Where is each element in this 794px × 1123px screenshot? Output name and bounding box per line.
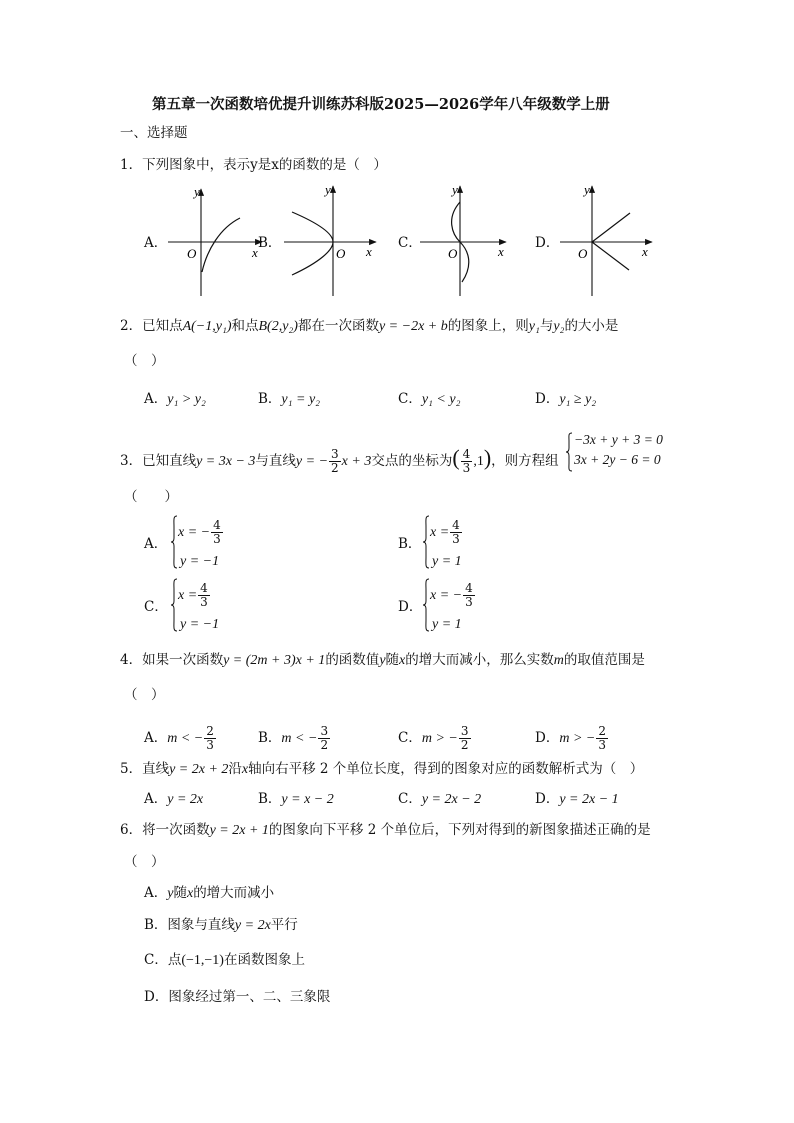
- q3-option-d-y: y = 1: [432, 617, 462, 632]
- q6-option-c-point: (−1,−1): [181, 953, 224, 968]
- q4-text-e: 的取值范围是: [563, 652, 645, 668]
- q4-var-m: m: [553, 653, 564, 668]
- q3-text-a: 3．已知直线: [120, 453, 197, 469]
- q2-text-a: 2．已知点: [120, 318, 183, 334]
- q4-option-b-label: B．: [258, 730, 282, 746]
- q5-option-d[interactable]: [535, 790, 619, 809]
- q3-option-c-frac: [198, 582, 210, 609]
- q3-option-c-label: C．: [144, 599, 168, 615]
- q4-option-b-num: 3: [320, 724, 329, 738]
- q3-equation-system: [565, 432, 695, 472]
- q5-option-c-expr: y = 2x − 2: [421, 792, 482, 807]
- q6-answer-paren: （ ）: [124, 854, 165, 870]
- q5-option-d-expr: y = 2x − 1: [559, 792, 619, 807]
- q5-option-c[interactable]: [398, 790, 481, 809]
- q5-text-c: 轴向右平移 2 个单位长度，得到的图象对应的函数解析式为（ ）: [248, 761, 644, 777]
- q3-answer-paren: （ ）: [124, 489, 178, 505]
- q3-text-b: 与直线: [255, 453, 296, 469]
- q3-option-d-num: 4: [465, 581, 473, 595]
- q3-option-a-num: 4: [213, 518, 221, 532]
- q2-text-b: 和点: [231, 318, 259, 334]
- q4-option-c-label: C．: [398, 730, 422, 746]
- q3-system-row1: −3x + y + 3 = 0: [574, 432, 663, 447]
- q3-option-a-x-sign: x = −: [178, 525, 211, 540]
- q3-option-d-frac: [463, 582, 475, 609]
- q6-stem: [120, 821, 651, 840]
- q5-var-x: x: [241, 762, 249, 777]
- page-title: 第五章一次函数培优提升训练苏科版2025—2026学年八年级数学上册: [152, 96, 610, 113]
- q2-answer-paren: （ ）: [124, 353, 165, 369]
- graph-d-x-label: x: [642, 244, 648, 259]
- q3-line2-a: y = −: [295, 454, 329, 469]
- q3-option-b-x: [430, 519, 463, 546]
- q2-point-b: B(2,y₂): [258, 319, 298, 334]
- q4-text-d: 的增大而减小，那么实数: [405, 652, 554, 668]
- q6-option-c-text-a: C．点: [144, 952, 182, 968]
- q3-point-frac: [461, 448, 473, 475]
- q6-option-b-text-a: B．图象与直线: [144, 917, 235, 933]
- q2-point-a: A(−1,y₁): [182, 319, 232, 334]
- q1-option-c-label: C．: [398, 235, 422, 251]
- graph-a-x-label: x: [252, 245, 258, 260]
- q3-option-d-den: 3: [465, 595, 473, 609]
- q6-text-a: 6．将一次函数: [120, 822, 210, 838]
- q2-option-c-expr: y₁ < y₂: [421, 392, 461, 407]
- q3-point-rparen: ): [483, 445, 492, 470]
- graph-b: [284, 182, 376, 296]
- graph-b-x-label: x: [366, 244, 372, 259]
- q4-option-a-label: A．: [144, 730, 168, 746]
- q4-option-c[interactable]: [398, 722, 472, 755]
- q3-option-b-num: 4: [452, 518, 460, 532]
- q3-option-d-brace: [422, 578, 430, 632]
- q3-option-b-x-sign: x =: [430, 525, 450, 540]
- q6-option-a-text-b: 随: [173, 885, 187, 901]
- q4-text-c: 随: [385, 652, 400, 668]
- q4-option-d-den: 3: [598, 738, 606, 752]
- graph-c: [420, 182, 506, 296]
- q4-text-a: 4．如果一次函数: [120, 652, 224, 668]
- q3-option-d-label: D．: [398, 599, 423, 615]
- q4-option-c-lhs: m > −: [421, 731, 458, 746]
- graph-d-y-label: y: [584, 182, 590, 197]
- graph-d: [560, 182, 652, 296]
- q2-y1: y₁: [528, 319, 540, 334]
- q4-option-d-num: 2: [598, 724, 606, 738]
- q5-option-b[interactable]: [258, 790, 334, 809]
- q3-stem: [120, 441, 559, 479]
- q6-option-a-x: x: [186, 886, 194, 901]
- q4-option-c-den: 2: [460, 738, 469, 752]
- q3-line2-frac: [329, 448, 341, 475]
- q4-option-b-lhs: m < −: [281, 731, 318, 746]
- q2-option-b-label: B．: [258, 391, 282, 407]
- q6-option-a-label: A．: [144, 885, 168, 901]
- q2-option-c[interactable]: [398, 390, 460, 409]
- q4-option-a-lhs: m < −: [167, 731, 204, 746]
- q6-option-d[interactable]: D．图象经过第一、二、三象限: [144, 989, 331, 1005]
- q3-option-c-brace: [170, 578, 178, 632]
- q6-option-a-text-c: 的增大而减小: [193, 885, 275, 901]
- q6-option-c[interactable]: [144, 951, 305, 970]
- q3-point-y: ,1: [473, 454, 484, 469]
- q2-option-a-label: A．: [144, 391, 168, 407]
- graph-a-y-label: y: [194, 184, 200, 199]
- q4-function: y = (2m + 3)x + 1: [223, 653, 326, 668]
- q5-option-c-label: C．: [398, 791, 422, 807]
- q5-function: y = 2x + 2: [169, 762, 229, 777]
- q3-option-a-frac: [211, 519, 223, 546]
- q3-option-a-y: y = −1: [180, 554, 220, 569]
- q2-y2: y₂: [553, 319, 565, 334]
- q4-option-d[interactable]: [535, 722, 609, 755]
- q5-text-a: 5．直线: [120, 761, 170, 777]
- q3-text-c: 交点的坐标为: [371, 453, 453, 469]
- q3-line2-den: 2: [331, 461, 339, 475]
- q3-option-a-x: [178, 519, 224, 546]
- q6-text-b: 的图象向下平移 2 个单位后，下列对得到的新图象描述正确的是: [268, 822, 651, 838]
- q1-option-b-label: B．: [258, 235, 282, 251]
- q1-option-d-label: D．: [535, 235, 560, 251]
- q4-option-a-den: 3: [206, 738, 214, 752]
- q3-point-lparen: (: [452, 445, 460, 470]
- q2-option-a-expr: y₁ > y₂: [167, 392, 206, 407]
- q5-option-a-label: A．: [144, 791, 168, 807]
- q4-option-c-num: 3: [460, 724, 469, 738]
- q2-option-b-expr: y₁ = y₂: [281, 392, 321, 407]
- q3-option-b-y: y = 1: [432, 554, 462, 569]
- q3-option-a-den: 3: [213, 532, 221, 546]
- graph-a-origin-label: O: [187, 246, 197, 261]
- q2-option-d[interactable]: [535, 390, 596, 409]
- q3-option-a-brace: [170, 515, 178, 569]
- q4-option-a[interactable]: [144, 722, 217, 755]
- q5-option-a[interactable]: [144, 790, 203, 809]
- q5-stem: [120, 760, 643, 779]
- q4-text-b: 的函数值: [325, 652, 380, 668]
- q1-stem: 1．下列图象中，表示y是x的函数的是（ ）: [120, 157, 387, 173]
- q3-option-d-x-sign: x = −: [430, 588, 463, 603]
- q4-option-c-frac: [459, 725, 471, 752]
- q6-function: y = 2x + 1: [209, 823, 269, 838]
- q3-option-b-den: 3: [452, 532, 460, 546]
- q3-line1: y = 3x − 3: [196, 454, 256, 469]
- q2-text-f: 的大小是: [564, 318, 619, 334]
- q6-option-b-text-b: 平行: [270, 917, 298, 933]
- q3-option-d-x: [430, 582, 476, 609]
- q3-option-c-num: 4: [200, 581, 208, 595]
- q4-var-x: x: [399, 653, 406, 668]
- q4-option-d-frac: [596, 725, 608, 752]
- q2-option-b[interactable]: [258, 390, 320, 409]
- graph-c-x-label: x: [498, 244, 504, 259]
- q4-stem: [120, 651, 645, 670]
- q6-option-c-text-b: 在函数图象上: [223, 952, 305, 968]
- q6-option-a[interactable]: [144, 884, 274, 903]
- q3-point-num: 4: [462, 447, 471, 461]
- q3-system-row2: 3x + 2y − 6 = 0: [574, 452, 661, 467]
- q3-option-c-den: 3: [200, 595, 208, 609]
- graph-b-origin-label: O: [336, 246, 346, 261]
- q2-option-d-label: D．: [535, 391, 560, 407]
- q5-option-d-label: D．: [535, 791, 560, 807]
- q1-graphs: [0, 0, 794, 310]
- graph-d-origin-label: O: [578, 246, 588, 261]
- q2-text-d: 的图象上，则: [447, 318, 529, 334]
- q4-option-a-frac: [204, 725, 216, 752]
- q5-text-b: 沿: [228, 761, 242, 777]
- q4-option-d-lhs: m > −: [559, 731, 596, 746]
- graph-b-y-label: y: [325, 182, 331, 197]
- q3-option-b-label: B．: [398, 536, 422, 552]
- q3-system-brace: [565, 432, 573, 472]
- q3-option-c-y: y = −1: [180, 617, 220, 632]
- q2-option-a[interactable]: [144, 390, 206, 409]
- graph-a: [168, 184, 262, 296]
- q3-line2-b: x + 3: [341, 454, 372, 469]
- q4-var-y: y: [379, 653, 386, 668]
- q2-option-c-label: C．: [398, 391, 422, 407]
- q3-line2-num: 3: [331, 447, 339, 461]
- q6-option-b-func: y = 2x: [234, 918, 271, 933]
- q6-option-b[interactable]: [144, 916, 298, 935]
- q2-stem: [120, 317, 618, 336]
- q2-function: y = −2x + b: [378, 319, 448, 334]
- q3-option-c-x: [178, 582, 211, 609]
- q4-answer-paren: （ ）: [124, 687, 165, 703]
- q2-option-d-expr: y₁ ≥ y₂: [559, 392, 597, 407]
- graph-d-ray-down: [592, 242, 629, 270]
- q6-option-a-y: y: [167, 886, 174, 901]
- section-heading: 一、选择题: [120, 125, 188, 141]
- graph-c-y-label: y: [452, 182, 458, 197]
- q3-option-b-frac: [450, 519, 462, 546]
- q4-option-d-label: D．: [535, 730, 560, 746]
- q5-option-b-expr: y = x − 2: [281, 792, 334, 807]
- q4-option-b-frac: [318, 725, 330, 752]
- q5-option-a-expr: y = 2x: [167, 792, 204, 807]
- q3-point-den: 3: [462, 461, 471, 475]
- graph-c-origin-label: O: [448, 246, 458, 261]
- q3-option-b-brace: [422, 515, 430, 569]
- q3-option-a-label: A．: [144, 536, 168, 552]
- q4-option-b-den: 2: [320, 738, 329, 752]
- graph-d-ray-up: [592, 213, 630, 242]
- q3-option-c-x-sign: x =: [178, 588, 198, 603]
- q4-option-b[interactable]: [258, 722, 331, 755]
- graph-a-curve: [202, 218, 240, 272]
- q2-text-c: 都在一次函数: [297, 318, 379, 334]
- graph-b-curve: [292, 212, 333, 275]
- q2-text-e: 与: [539, 318, 554, 334]
- q3-text-d: ，则方程组: [491, 453, 559, 469]
- q5-option-b-label: B．: [258, 791, 282, 807]
- q4-option-a-num: 2: [206, 724, 214, 738]
- q1-option-a-label: A．: [144, 235, 168, 251]
